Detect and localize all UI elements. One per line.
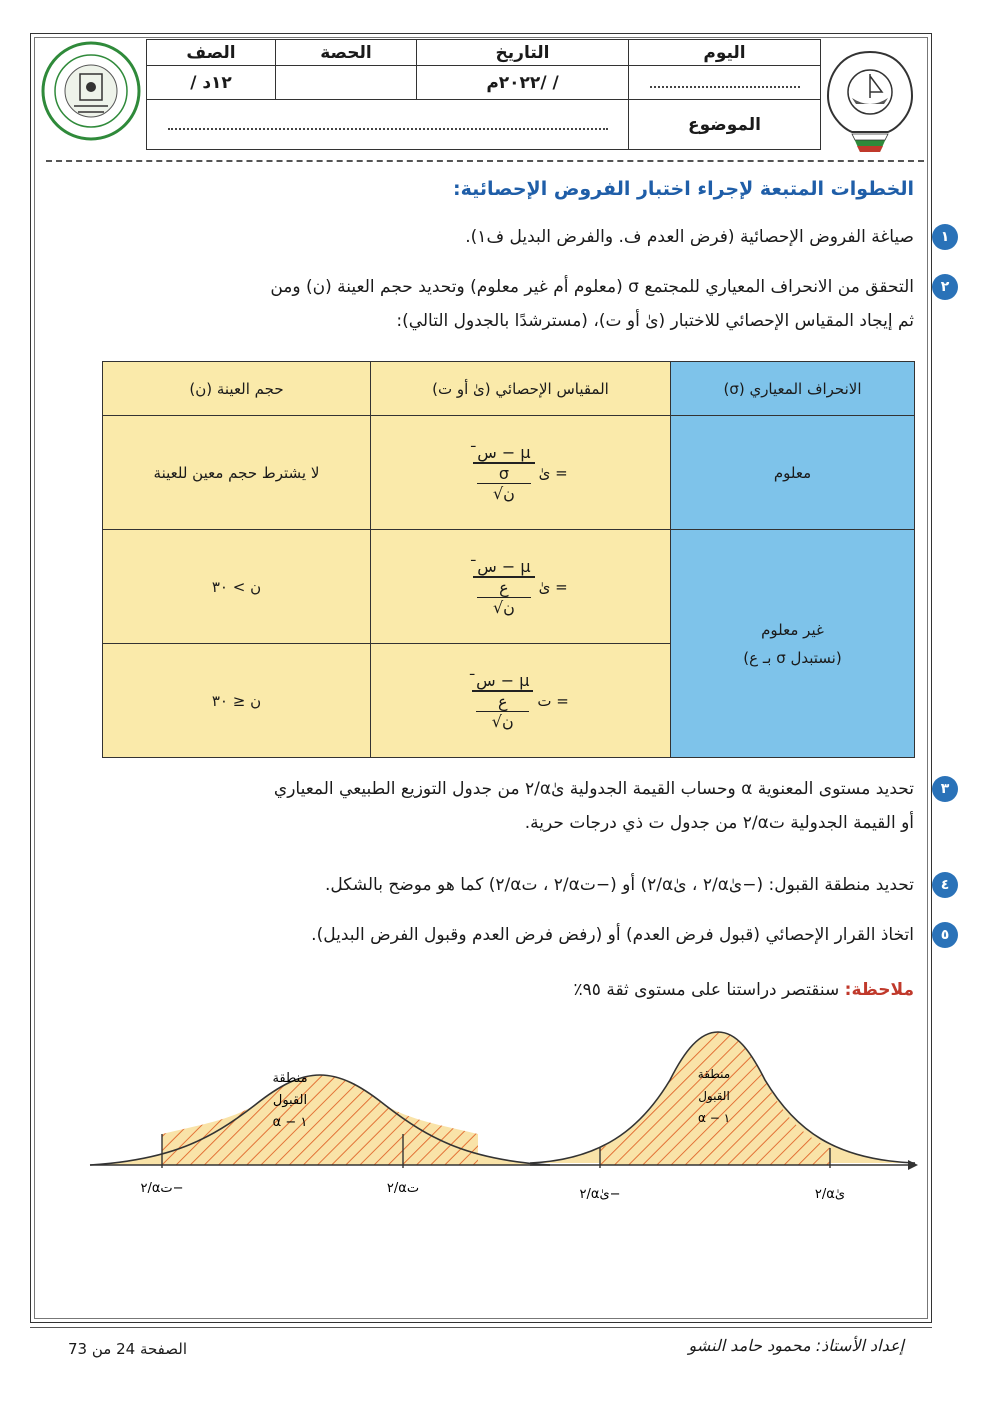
step-number: ٣ <box>932 776 958 802</box>
step-1 <box>465 220 950 254</box>
known-cell: معلوم <box>671 416 915 530</box>
step-number: ١ <box>932 224 958 250</box>
left-region-text-3: ١ − α <box>272 1115 308 1130</box>
formula-fraction <box>472 671 533 731</box>
formula-lhs: ىٰ = <box>538 463 568 482</box>
formula-lhs: ىٰ = <box>538 577 568 596</box>
unknown-label: غير معلوم <box>761 620 824 639</box>
class-label: الصف <box>147 40 276 66</box>
left-curve-group <box>90 1071 550 1196</box>
formula-numerator: س̄ − μ <box>472 671 533 692</box>
unknown-note: (نستبدل σ بـ ع) <box>743 648 842 667</box>
class-value: ١٢د / <box>147 66 276 100</box>
size-cell-1: لا يشترط حجم معين للعينة <box>103 416 371 530</box>
note <box>574 980 914 1000</box>
step-2 <box>124 270 950 338</box>
step-text-line2: أو القيمة الجدولية تα/٢ من جدول ت ذي درجات حرية. <box>524 813 914 833</box>
left-min-label: −تα/٢ <box>140 1181 184 1196</box>
note-text: سنقتصر دراستنا على مستوى ثقة ٩٥٪ <box>573 980 840 1000</box>
left-region-text-1: منطقة <box>272 1071 308 1086</box>
formula-den-bottom: √ن <box>492 483 515 503</box>
axis-arrow-icon <box>908 1160 918 1170</box>
step-text-line1: التحقق من الانحراف المعياري للمجتمع σ (معلوم أم غير معلوم) وتحديد حجم العينة (ن) ومن <box>270 277 914 297</box>
formula-denominator <box>473 578 534 617</box>
step-number: ٢ <box>932 274 958 300</box>
right-min-label: −ىٰα/٢ <box>579 1187 621 1202</box>
right-region-text-1: منطقة <box>697 1067 731 1081</box>
header-statistic: المقياس الإحصائي (ىٰ أو ت) <box>371 362 671 416</box>
left-acceptance-region <box>162 1075 478 1165</box>
step-5 <box>311 918 950 952</box>
left-region-text-2: القبول <box>272 1093 308 1108</box>
topic-value-field[interactable] <box>147 100 629 150</box>
header-table <box>146 39 821 150</box>
day-label: اليوم <box>629 40 821 66</box>
unknown-cell <box>671 530 915 758</box>
date-value: / /٢٠٢٢م <box>417 66 629 100</box>
section-heading: الخطوات المتبعة لإجراء اختبار الفروض الإحصائية: <box>453 178 914 200</box>
step-text-line2: ثم إيجاد المقياس الإحصائي للاختبار (ىٰ أو ت)، (مسترشدًا بالجدول التالي): <box>396 311 914 331</box>
formula-fraction <box>473 443 534 503</box>
formula-numerator: س̄ − μ <box>473 443 534 464</box>
right-curve-group <box>530 1032 918 1202</box>
formula-den-top: ع <box>476 692 529 712</box>
formula-denominator <box>473 464 534 503</box>
right-region-text-3: ١ − α <box>697 1111 731 1125</box>
note-label: ملاحظة: <box>844 980 914 1000</box>
normal-curves-figure <box>80 1020 920 1250</box>
step-number: ٤ <box>932 872 958 898</box>
size-cell-2: ن > ٣٠ <box>103 530 371 644</box>
school-logo <box>40 40 142 142</box>
formula-lhs: ت = <box>537 691 569 710</box>
step-text: صياغة الفروض الإحصائية (فرض العدم ف. والفرض البديل ف١). <box>465 227 914 247</box>
left-max-label: تα/٢ <box>386 1181 420 1196</box>
formula-den-top: ع <box>477 578 530 598</box>
period-value-field[interactable] <box>276 66 417 100</box>
header-sample-size: حجم العينة (ن) <box>103 362 371 416</box>
formula-numerator: س̄ − μ <box>473 557 534 578</box>
page-number: الصفحة 24 من 73 <box>68 1340 188 1358</box>
formula-cell-1 <box>371 416 671 530</box>
kuwait-emblem <box>822 48 918 156</box>
step-text-line1: تحديد مستوى المعنوية α وحساب القيمة الجدولية ىٰα/٢ من جدول التوزيع الطبيعي المعياري <box>273 779 914 799</box>
step-3 <box>124 772 950 840</box>
step-text: تحديد منطقة القبول: (−ىٰα/٢ ، ىٰα/٢) أو (−تα/٢ ، تα/٢) كما هو موضح بالشكل. <box>325 875 914 895</box>
day-value-field[interactable] <box>629 66 821 100</box>
formula-den-bottom: √ن <box>492 597 515 617</box>
footer-separator <box>30 1327 932 1328</box>
formula-den-top: σ <box>477 464 530 484</box>
step-4 <box>325 868 950 902</box>
statistic-table <box>102 361 915 758</box>
step-text: اتخاذ القرار الإحصائي (قبول فرض العدم) أو (رفض فرض العدم وقبول الفرض البديل). <box>311 925 914 945</box>
right-max-label: ىٰα/٢ <box>814 1187 846 1202</box>
formula-denominator <box>472 692 533 731</box>
right-region-text-2: القبول <box>698 1089 730 1103</box>
formula-fraction <box>473 557 534 617</box>
date-label: التاريخ <box>417 40 629 66</box>
topic-label: الموضوع <box>629 100 821 150</box>
period-label: الحصة <box>276 40 417 66</box>
size-cell-3: ن ≤ ٣٠ <box>103 644 371 758</box>
formula-den-bottom: √ن <box>491 711 514 731</box>
author-credit: إعداد الأستاذ: محمود حامد النشو <box>688 1336 904 1355</box>
formula-cell-3 <box>371 644 671 758</box>
header-stddev: الانحراف المعياري (σ) <box>671 362 915 416</box>
header-separator <box>46 160 924 162</box>
step-number: ٥ <box>932 922 958 948</box>
formula-cell-2 <box>371 530 671 644</box>
